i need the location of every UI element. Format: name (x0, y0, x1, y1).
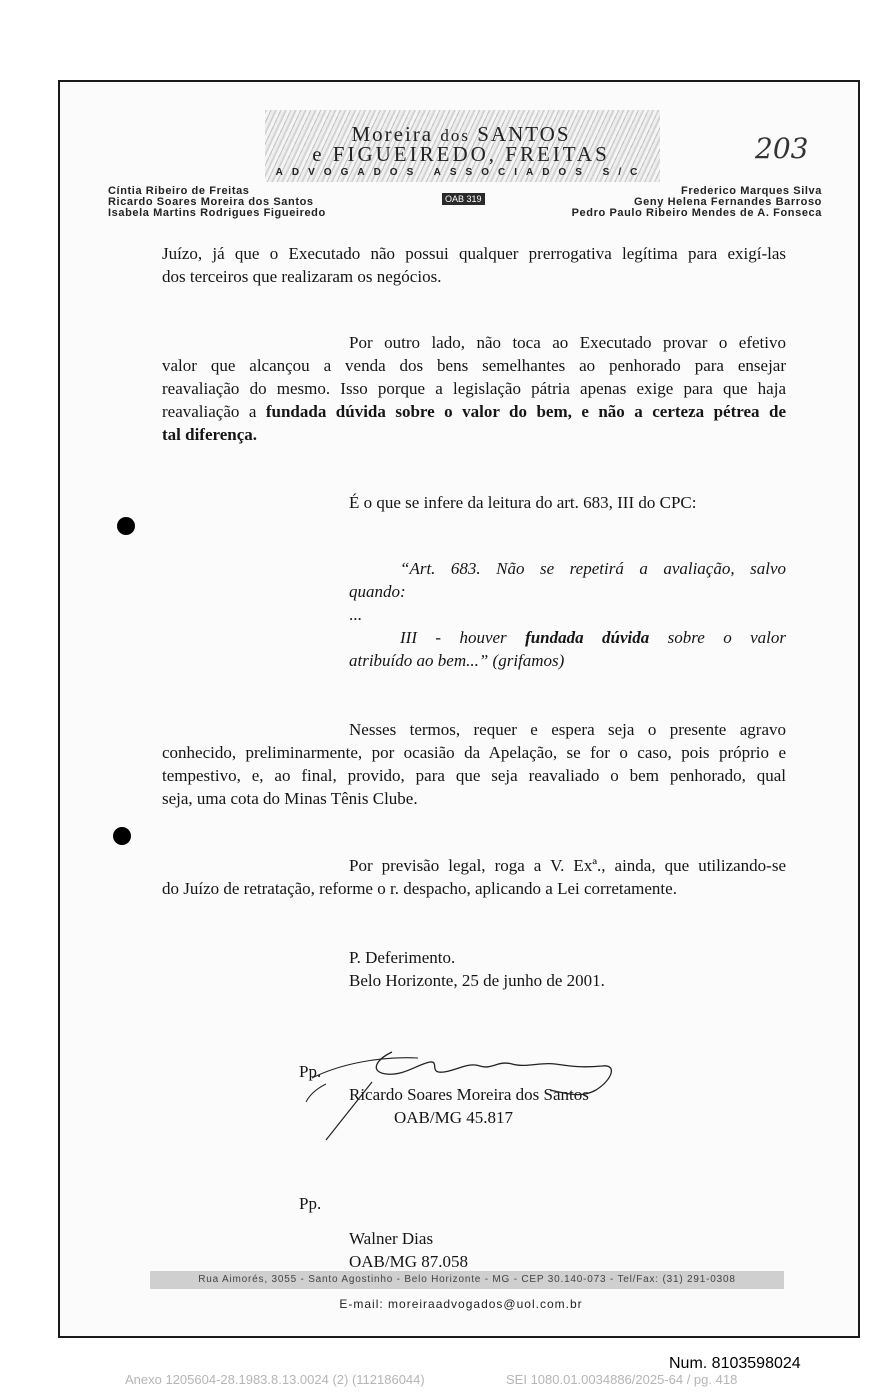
paragraph-1: Juízo, já que o Executado não possui qualquer prerrogativa legítima para exigí-las dos terceiros que realizaram os negócios. (162, 244, 786, 286)
oab-badge: OAB 319 (442, 193, 485, 205)
partners-right (572, 186, 822, 219)
firm-name-line2: e FIGUEIREDO, FREITAS (312, 142, 610, 166)
handwritten-signature (300, 1042, 640, 1142)
closing: P. Deferimento. Belo Horizonte, 25 de junho de 2001. (349, 948, 605, 990)
handwritten-page-number: 203 (755, 132, 809, 165)
footer-email: E-mail: moreiraadvogados@uol.com.br (339, 1297, 583, 1311)
paragraph-3: É o que se infere da leitura do art. 683, III do CPC: (349, 493, 697, 512)
partners-left (108, 186, 326, 219)
document-number: Num. 8103598024 (669, 1355, 801, 1372)
paragraph-5: Por previsão legal, roga a V. Exª., ainda, que utilizando-se do Juízo de retratação, reforme o r. despacho, aplicando a Lei corretamente. (162, 856, 786, 898)
footer-address: Rua Aimorés, 3055 - Santo Agostinho - Belo Horizonte - MG - CEP 30.140-073 - Tel/Fax: (31) 291-0308 (150, 1271, 784, 1289)
signature-block-2: Pp. Walner Dias OAB/MG 87.058 (299, 1194, 469, 1271)
scanned-page (58, 80, 860, 1338)
paragraph-4: Nesses termos, requer e espera seja o presente agravo conhecido, preliminarmente, por ocasião da Apelação, se for o caso, pois próprio e tempestivo, e, ao final, provido, para que seja reavaliado o bem penhorado, qual seja, uma cota do Minas Tênis Clube. (162, 720, 786, 808)
punch-hole (113, 827, 131, 845)
paragraph-2: Por outro lado, não toca ao Executado provar o efetivo valor que alcançou a venda dos bens semelhantes ao penhorado para ensejar reavaliação do mesmo. Isso porque a legislação pátria apenas exige para que haja reavaliação a fundada dúvida sobre o valor do bem, e não a certeza pétrea de tal diferença. (162, 333, 786, 444)
partner-name: Cíntia Ribeiro de Freitas (108, 185, 250, 197)
partner-name: Pedro Paulo Ribeiro Mendes de A. Fonseca (571, 207, 822, 219)
sei-reference: SEI 1080.01.0034886/2025-64 / pg. 418 (506, 1372, 738, 1387)
partner-name: Frederico Marques Silva (681, 185, 822, 197)
firm-subtitle: ADVOGADOS ASSOCIADOS S/C (275, 167, 647, 178)
punch-hole (117, 517, 135, 535)
partner-name: Isabela Martins Rodrigues Figueiredo (108, 207, 326, 219)
annex-reference: Anexo 1205604-28.1983.8.13.0024 (2) (112186044) (125, 1372, 425, 1387)
firm-name-line1: Moreira dos SANTOS (351, 122, 571, 146)
legal-quote: “Art. 683. Não se repetirá a avaliação, salvo quando: ... III - houver fundada dúvida sobre o valor atribuído ao bem...” (grifamos) (349, 559, 787, 670)
partner-name: Geny Helena Fernandes Barroso (634, 196, 822, 208)
signature-block-1: Pp. Ricardo Soares Moreira dos Santos OAB/MG 45.817 (299, 1062, 589, 1127)
partner-name: Ricardo Soares Moreira dos Santos (108, 196, 314, 208)
